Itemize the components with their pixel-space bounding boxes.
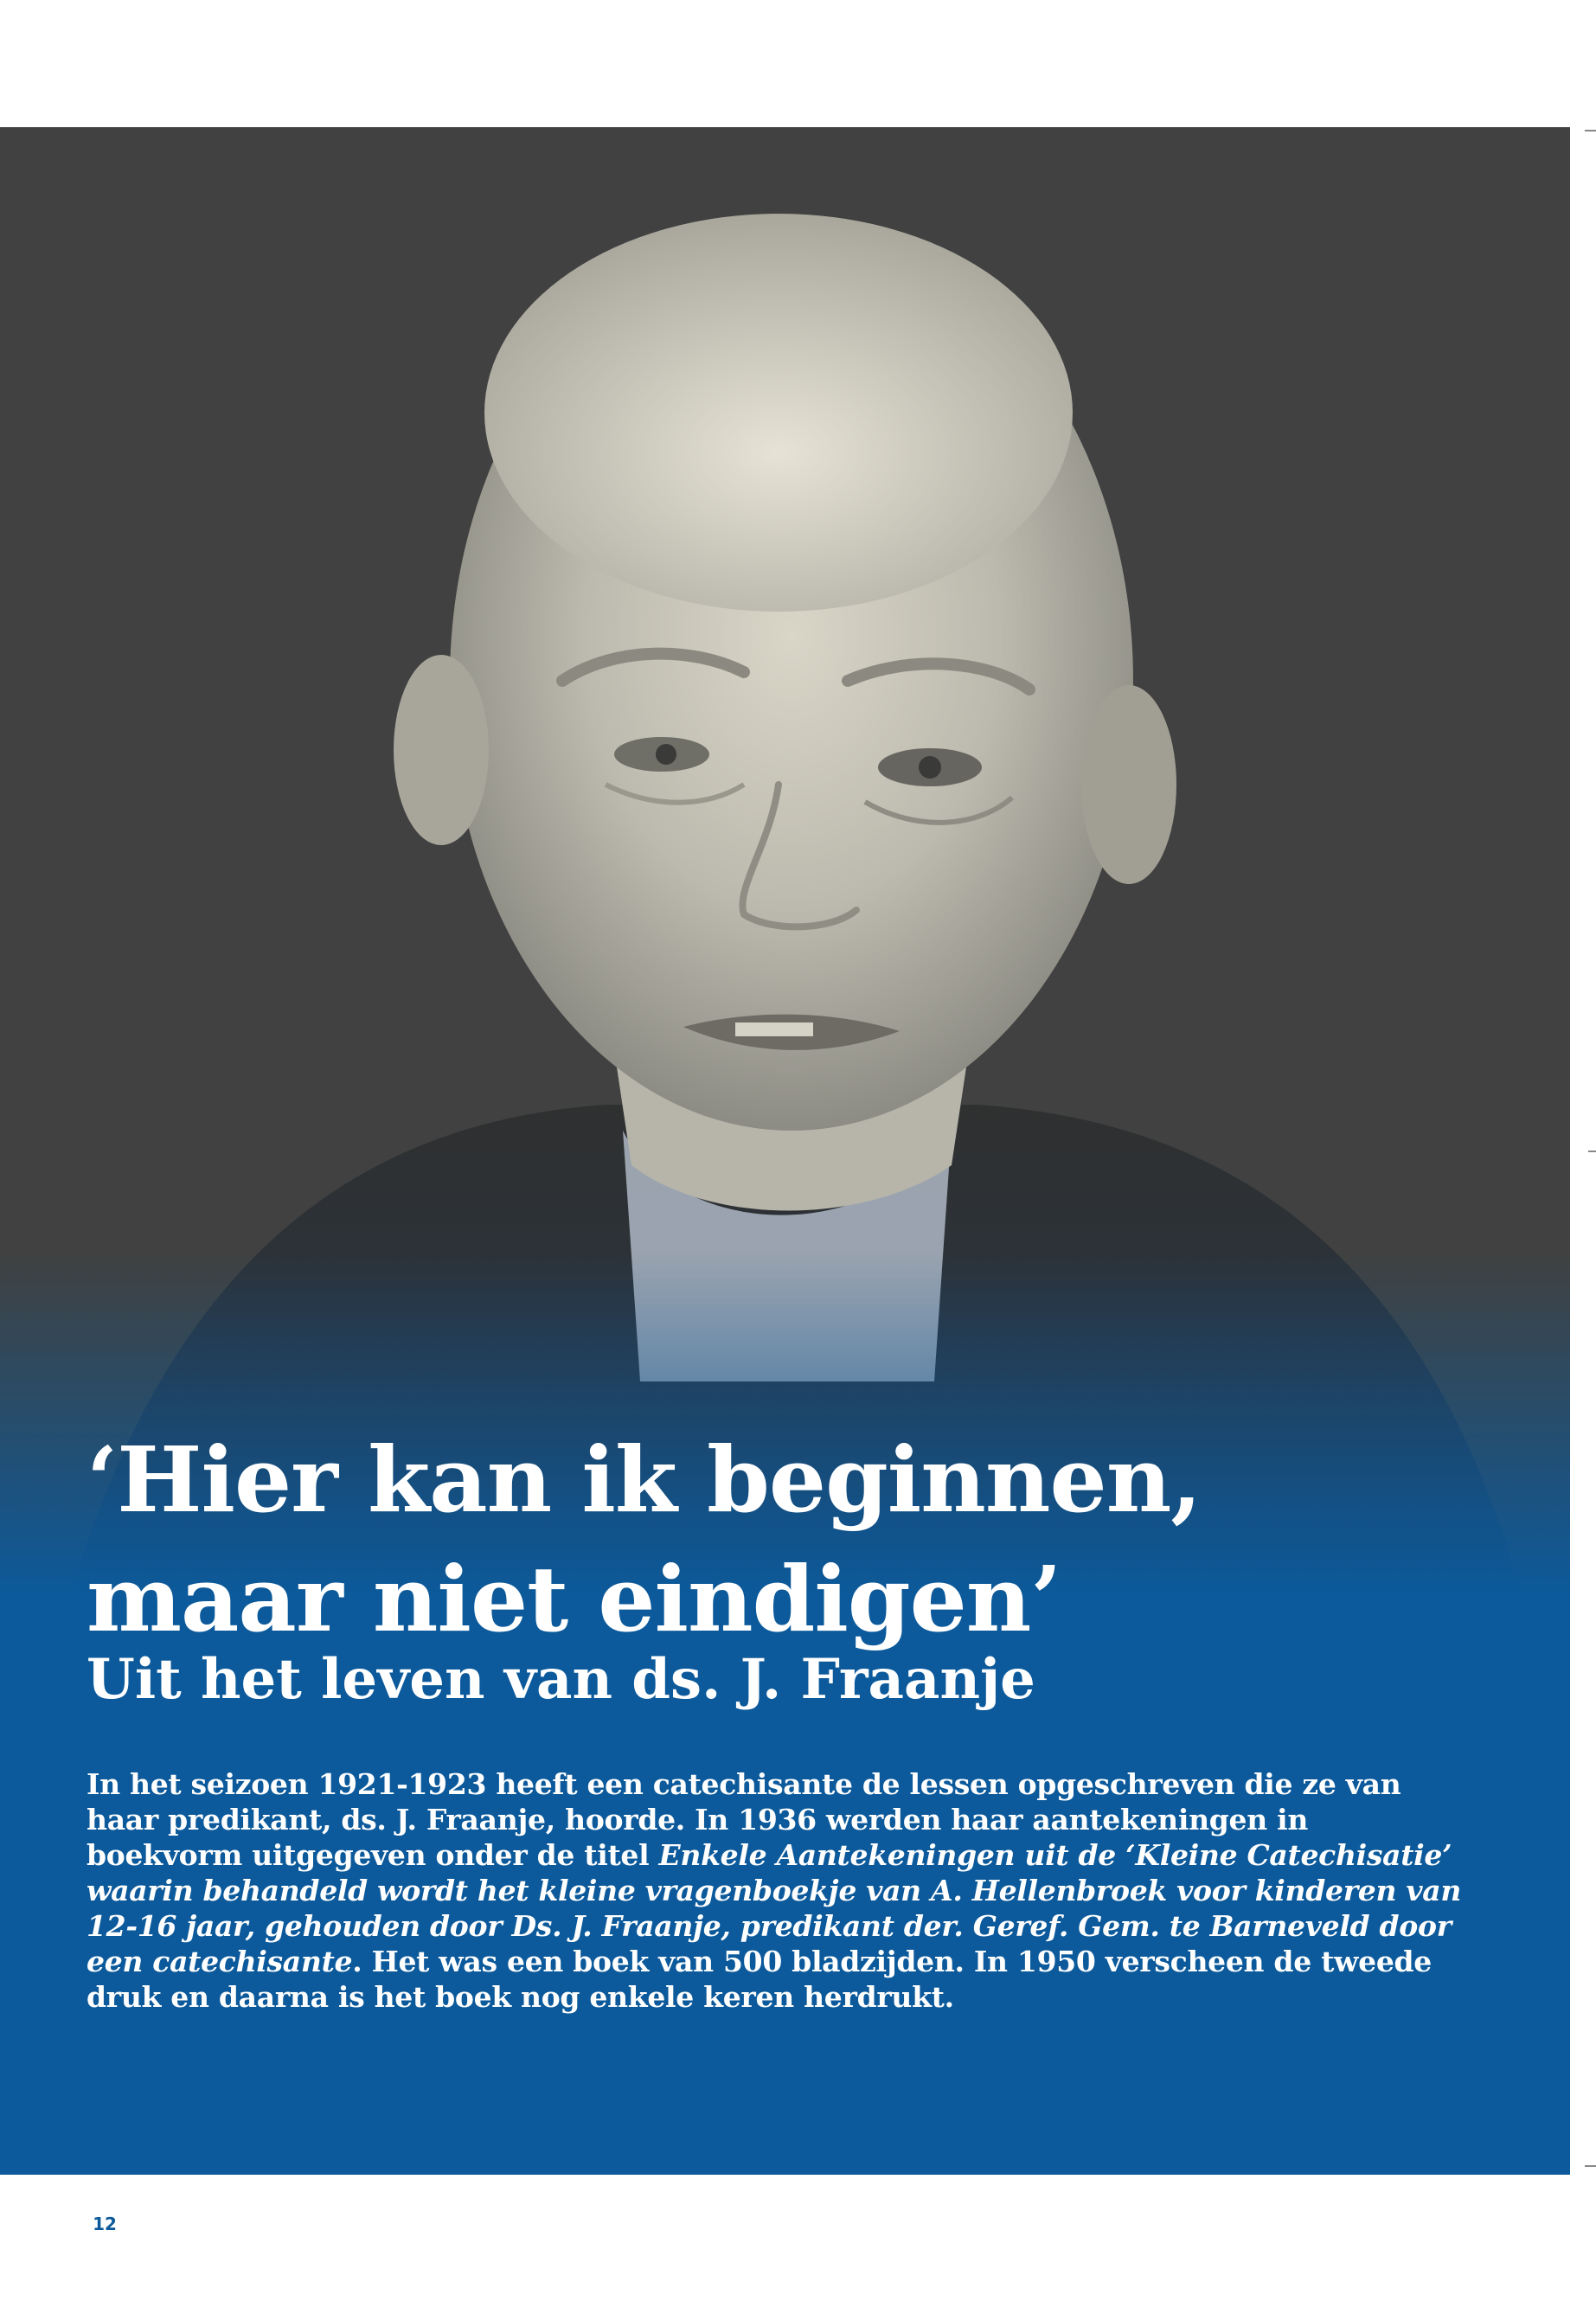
issue-label: SEPTEMBER 2021 / 3 — [430, 2211, 725, 2235]
title-line-1: ‘Hier kan ik beginnen, — [87, 1426, 1202, 1533]
intro-text-2: . Het was een boek van 500 bladzijden. In 1950 verscheen de tweede druk en daarna is het boek nog enkele keren herdrukt. — [87, 1945, 1433, 2014]
intro-text-1: In het seizoen 1921-1923 heeft een catechisante de lessen opgeschreven die ze van haar predikant, ds. J. Fraanje, hoorde. In 1936 werden haar aantekeningen in boekvorm uitgegeven onder de titel — [87, 1767, 1401, 1872]
portrait-photo — [0, 127, 1570, 1598]
title-line-2: maar niet eindigen’ — [87, 1546, 1061, 1652]
intro-book-title: Enkele Aantekeningen uit de ‘Kleine Catechisatie’ waarin behandeld wordt het kleine vragenboekje van A. Hellenbroek voor kinderen van 12-16 jaar, gehouden door Ds. J. Fraanje, predikant der. Geref. Gem. te Barneveld door een catechisante — [87, 1838, 1462, 1978]
article-title — [87, 1420, 1202, 1659]
article-subtitle: Uit het leven van ds. J. Fraanje — [87, 1647, 1035, 1712]
page-number-badge: 12 — [87, 2206, 123, 2242]
crop-mark-middle — [1588, 1150, 1596, 1152]
article-hero-panel — [0, 127, 1570, 2235]
crop-mark-top — [1585, 130, 1596, 131]
article-intro — [87, 1766, 1471, 2015]
crop-mark-bottom — [1585, 2165, 1596, 2167]
